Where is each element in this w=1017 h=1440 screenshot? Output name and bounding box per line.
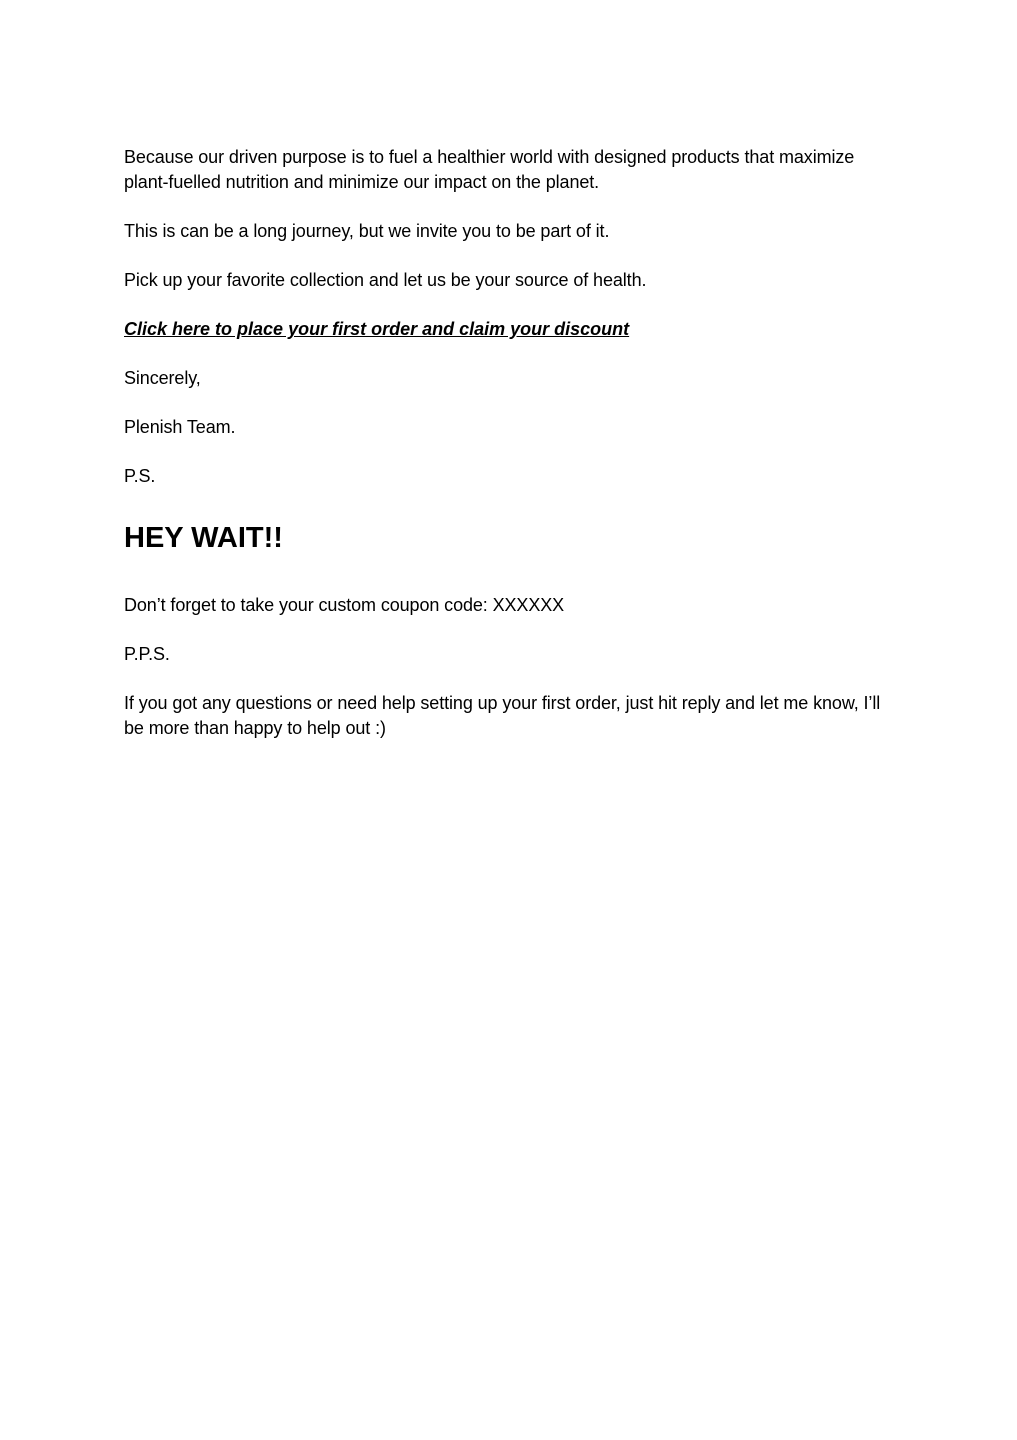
- letter-body: [124, 145, 884, 765]
- journey-paragraph: This is can be a long journey, but we invite you to be part of it.: [124, 221, 610, 241]
- pps-label: P.P.S.: [124, 644, 170, 664]
- signature-text: Plenish Team.: [124, 417, 236, 437]
- first-order-link[interactable]: Click here to place your first order and claim your discount: [124, 319, 630, 339]
- help-paragraph: If you got any questions or need help setting up your first order, just hit reply and let me know, I’ll be more than happy to help out :): [124, 693, 881, 738]
- closing-text: Sincerely,: [124, 368, 201, 388]
- coupon-paragraph: Don’t forget to take your custom coupon code: XXXXXX: [124, 595, 565, 615]
- intro-paragraph: Because our driven purpose is to fuel a healthier world with designed products that maximize plant-fuelled nutrition and minimize our impact on the planet.: [124, 147, 855, 192]
- wait-heading: HEY WAIT!!: [124, 522, 283, 554]
- collection-paragraph: Pick up your favorite collection and let us be your source of health.: [124, 270, 647, 290]
- ps-label: P.S.: [124, 466, 156, 486]
- cta-container: [124, 317, 884, 366]
